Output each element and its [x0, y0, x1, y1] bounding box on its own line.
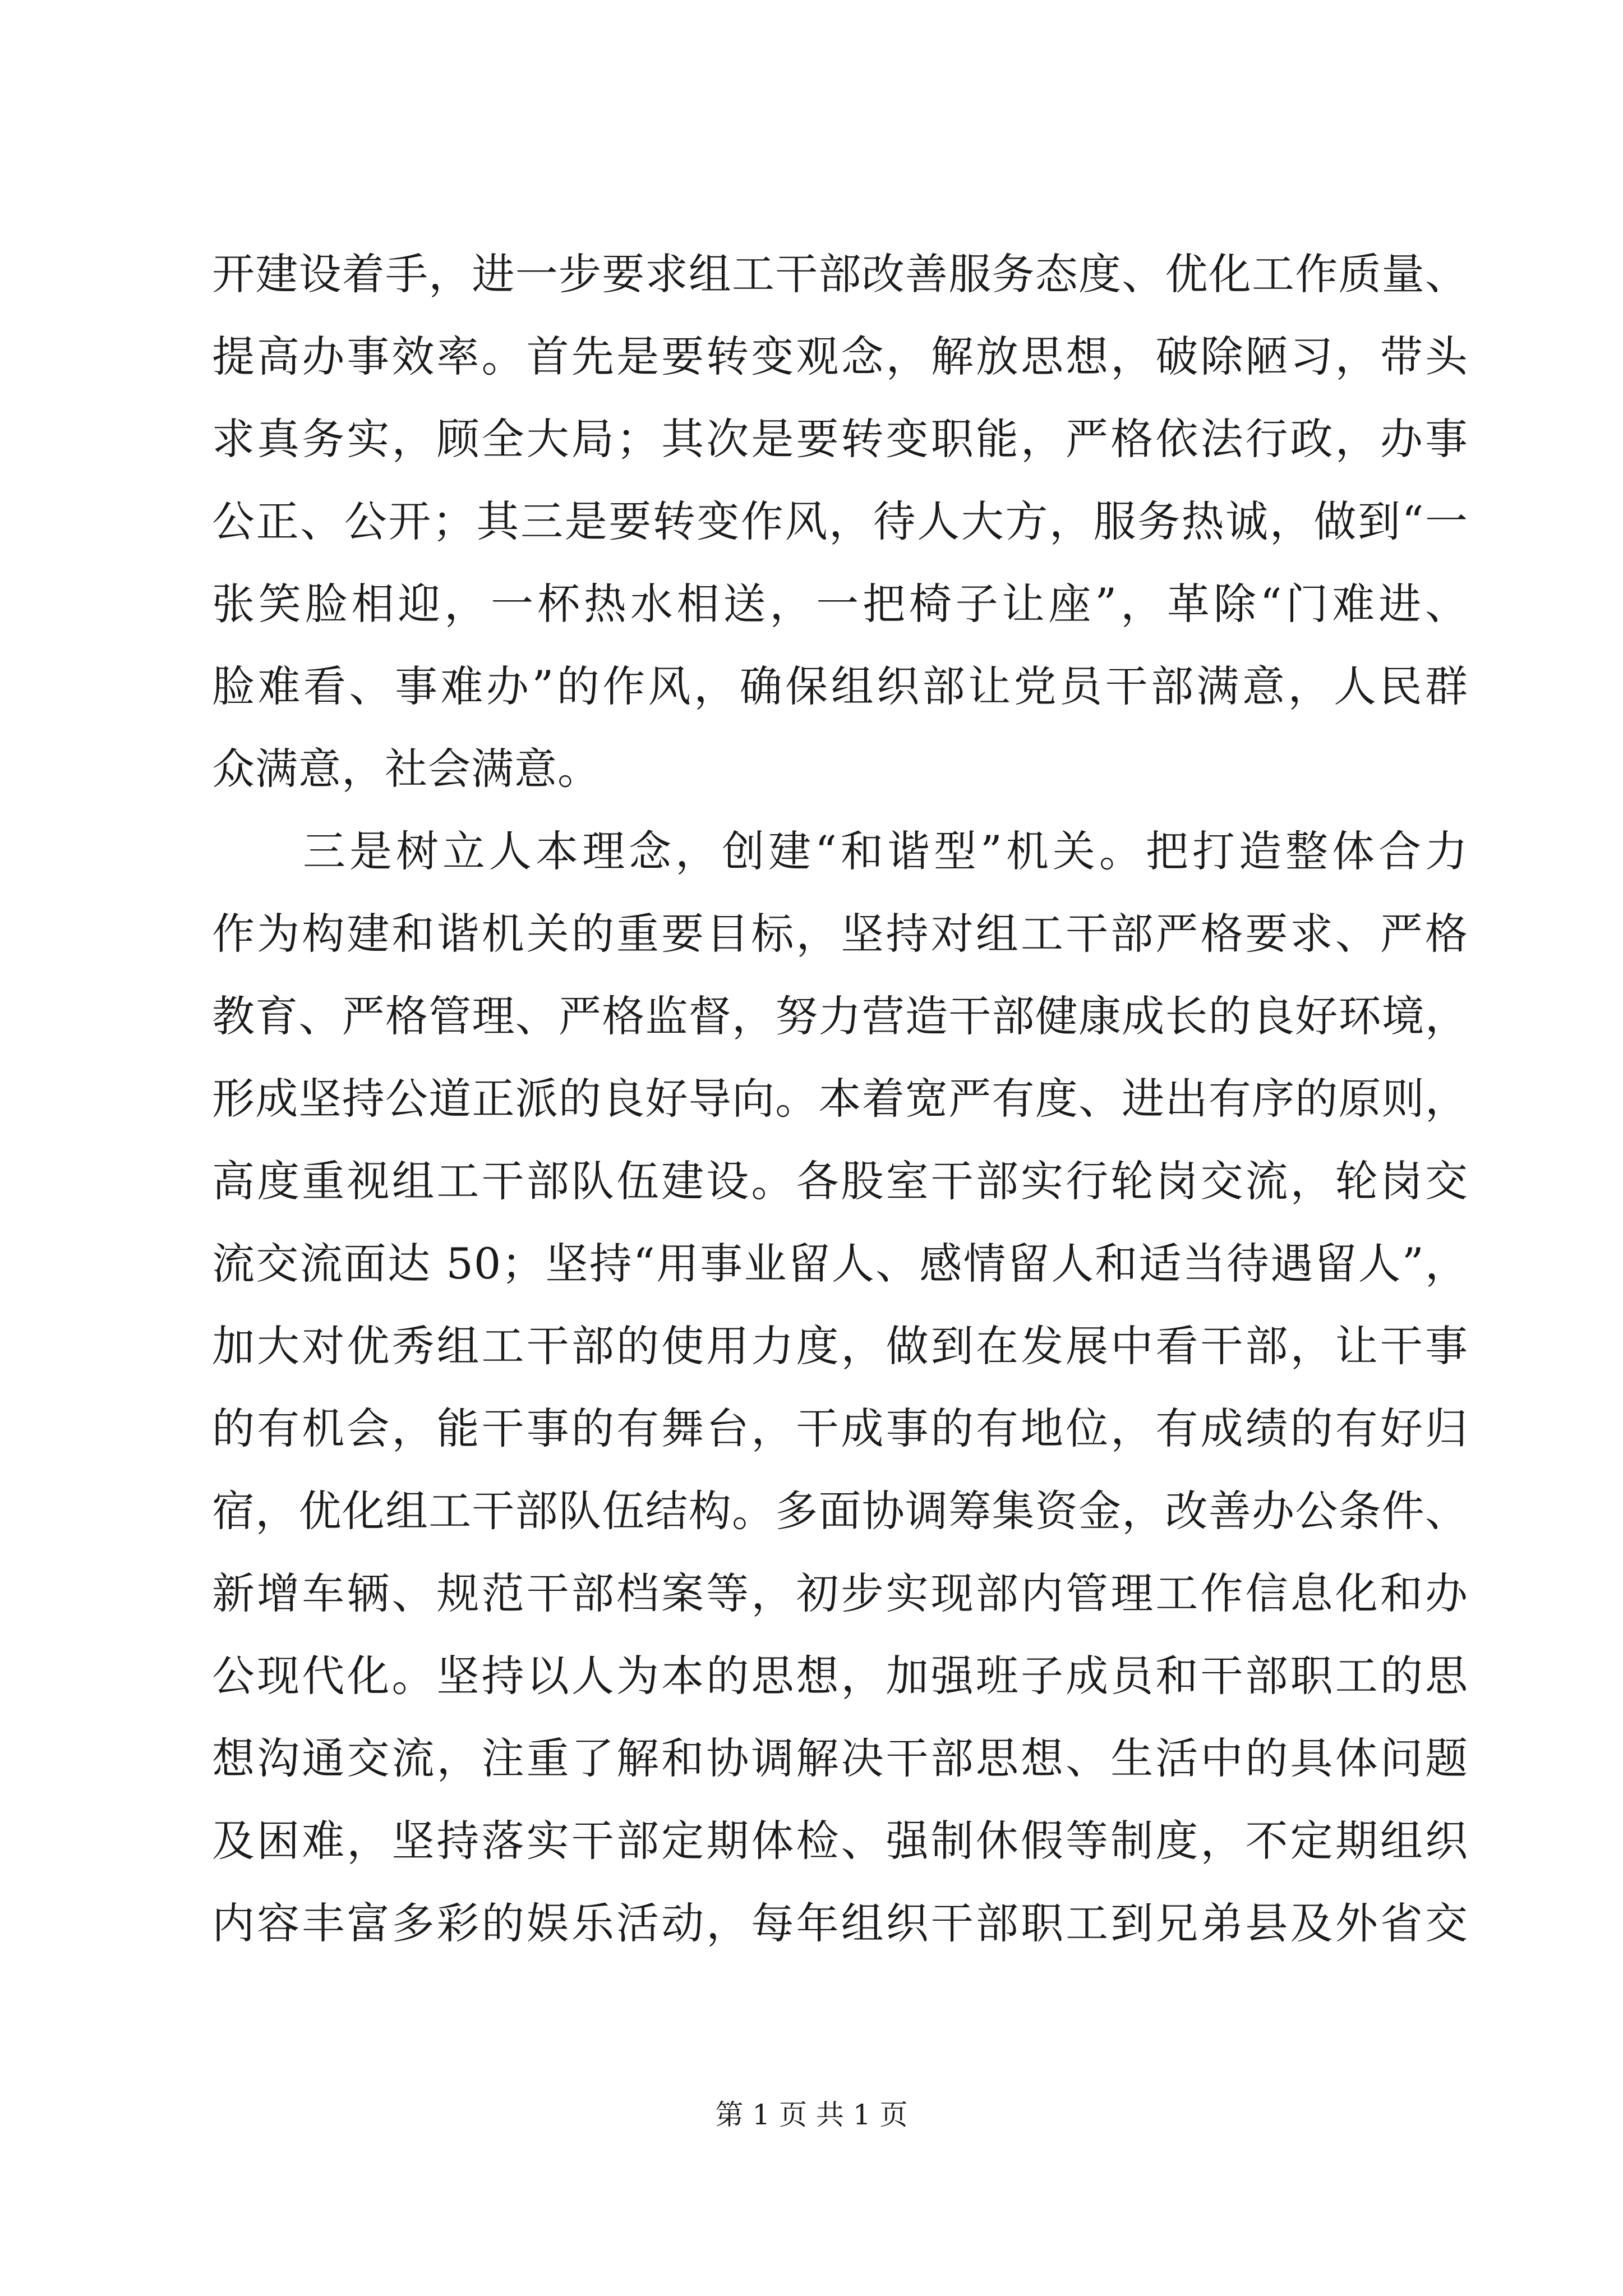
- text-line: 提高办事效率。首先是要转变观念，解放思想，破除陋习，带头: [212, 332, 1468, 381]
- text-line: 内容丰富多彩的娱乐活动，每年组织干部职工到兄弟县及外省交: [212, 1898, 1468, 1948]
- text-line: 教育、严格管理、严格监督，努力营造干部健康成长的良好环境，: [212, 991, 1468, 1041]
- text-line: 三是树立人本理念，创建“和谐型”机关。把打造整体合力: [303, 826, 1468, 876]
- page-footer: 第 1 页 共 1 页: [715, 2099, 908, 2131]
- paragraph-1: [212, 233, 1468, 810]
- text-line: 求真务实，顾全大局；其次是要转变职能，严格依法行政，办事: [212, 414, 1468, 464]
- text-line: 高度重视组工干部队伍建设。各股室干部实行轮岗交流，轮岗交: [212, 1156, 1468, 1206]
- text-line: 的有机会，能干事的有舞台，干成事的有地位，有成绩的有好归: [212, 1404, 1468, 1453]
- document-body: [212, 233, 1468, 2047]
- text-line: 宿，优化组工干部队伍结构。多面协调筹集资金，改善办公条件、: [212, 1486, 1468, 1536]
- text-line: 形成坚持公道正派的良好导向。本着宽严有度、进出有序的原则，: [212, 1074, 1468, 1124]
- text-line: 公现代化。坚持以人为本的思想，加强班子成员和干部职工的思: [212, 1651, 1468, 1701]
- text-line: 众满意，社会满意。: [212, 744, 601, 794]
- text-line: 新增车辆、规范干部档案等，初步实现部内管理工作信息化和办: [212, 1568, 1468, 1618]
- text-line: 及困难，坚持落实干部定期体检、强制休假等制度，不定期组织: [212, 1816, 1468, 1866]
- text-line: 公正、公开；其三是要转变作风，待人大方，服务热诚，做到“一: [212, 496, 1468, 546]
- text-line: 张笑脸相迎，一杯热水相送，一把椅子让座”，革除“门难进、: [212, 579, 1468, 629]
- text-line: 开建设着手，进一步要求组工干部改善服务态度、优化工作质量、: [212, 249, 1468, 299]
- text-line: 流交流面达 50；坚持“用事业留人、感情留人和适当待遇留人”，: [212, 1239, 1468, 1289]
- text-line: 作为构建和谐机关的重要目标，坚持对组工干部严格要求、严格: [212, 909, 1468, 959]
- text-line: 加大对优秀组工干部的使用力度，做到在发展中看干部，让干事: [212, 1321, 1468, 1371]
- text-line: 想沟通交流，注重了解和协调解决干部思想、生活中的具体问题: [212, 1733, 1468, 1783]
- text-line: [212, 1964, 1468, 2047]
- paragraph-2: [212, 810, 1468, 2047]
- text-line: 脸难看、事难办”的作风，确保组织部让党员干部满意，人民群: [212, 661, 1468, 711]
